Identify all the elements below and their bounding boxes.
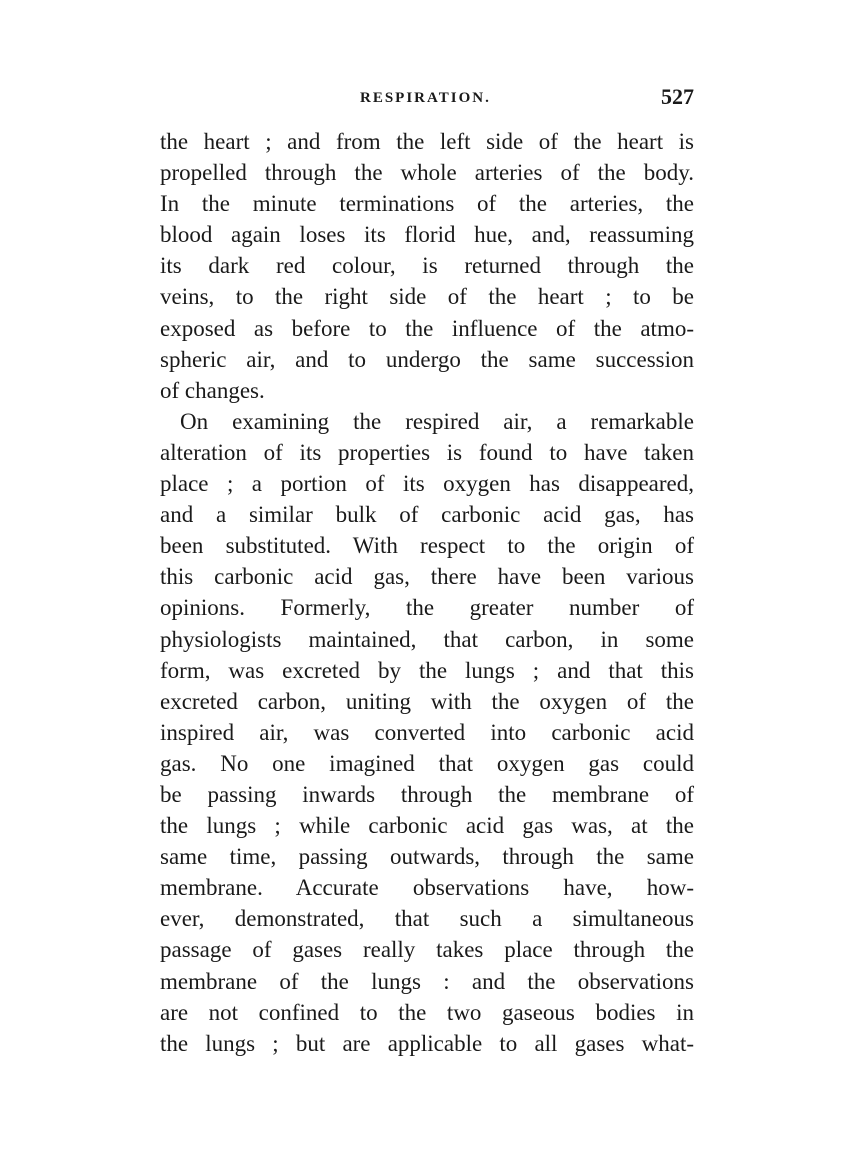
text-line: gas. No one imagined that oxygen gas could bbox=[160, 750, 694, 776]
text-line: exposed as before to the influence of the atmo- bbox=[160, 315, 694, 341]
text-line: passage of gases really takes place through the bbox=[160, 937, 694, 963]
paragraph bbox=[160, 126, 694, 406]
text-line: spheric air, and to undergo the same succession bbox=[160, 346, 694, 372]
paragraph bbox=[160, 406, 694, 1059]
text-line: opinions. Formerly, the greater number of bbox=[160, 595, 694, 621]
text-line: membrane of the lungs : and the observations bbox=[160, 968, 694, 994]
text-line: form, was excreted by the lungs ; and that this bbox=[160, 657, 694, 683]
body-text bbox=[160, 126, 694, 1059]
text-line: ever, demonstrated, that such a simultaneous bbox=[160, 906, 694, 932]
text-line: excreted carbon, uniting with the oxygen of the bbox=[160, 688, 694, 714]
text-line: membrane. Accurate observations have, how- bbox=[160, 875, 694, 901]
text-line: the lungs ; while carbonic acid gas was, at the bbox=[160, 813, 694, 839]
text-line: the lungs ; but are applicable to all gases what- bbox=[160, 1030, 694, 1056]
text-line: alteration of its properties is found to have taken bbox=[160, 439, 694, 465]
text-line: are not confined to the two gaseous bodies in bbox=[160, 999, 694, 1025]
text-line: In the minute terminations of the arteries, the bbox=[160, 191, 694, 217]
text-line: be passing inwards through the membrane of bbox=[160, 781, 694, 807]
text-line: On examining the respired air, a remarkable bbox=[180, 408, 694, 434]
text-line: and a similar bulk of carbonic acid gas, has bbox=[160, 502, 694, 528]
text-line: of changes. bbox=[160, 377, 265, 403]
text-line: physiologists maintained, that carbon, in some bbox=[160, 626, 694, 652]
text-line: veins, to the right side of the heart ; to be bbox=[160, 284, 694, 310]
text-line: same time, passing outwards, through the same bbox=[160, 844, 694, 870]
text-line: been substituted. With respect to the origin of bbox=[160, 533, 694, 559]
text-line: this carbonic acid gas, there have been various bbox=[160, 564, 694, 590]
text-line: propelled through the whole arteries of the body. bbox=[160, 160, 694, 186]
text-line: the heart ; and from the left side of the heart is bbox=[160, 129, 694, 154]
text-line: its dark red colour, is returned through the bbox=[160, 253, 694, 279]
page-number: 527 bbox=[661, 84, 694, 109]
text-line: inspired air, was converted into carbonic acid bbox=[160, 719, 694, 745]
running-head bbox=[160, 84, 694, 116]
text-line: blood again loses its florid hue, and, reassuming bbox=[160, 222, 694, 248]
running-title: RESPIRATION. bbox=[360, 90, 491, 106]
text-line: place ; a portion of its oxygen has disappeared, bbox=[160, 471, 694, 497]
